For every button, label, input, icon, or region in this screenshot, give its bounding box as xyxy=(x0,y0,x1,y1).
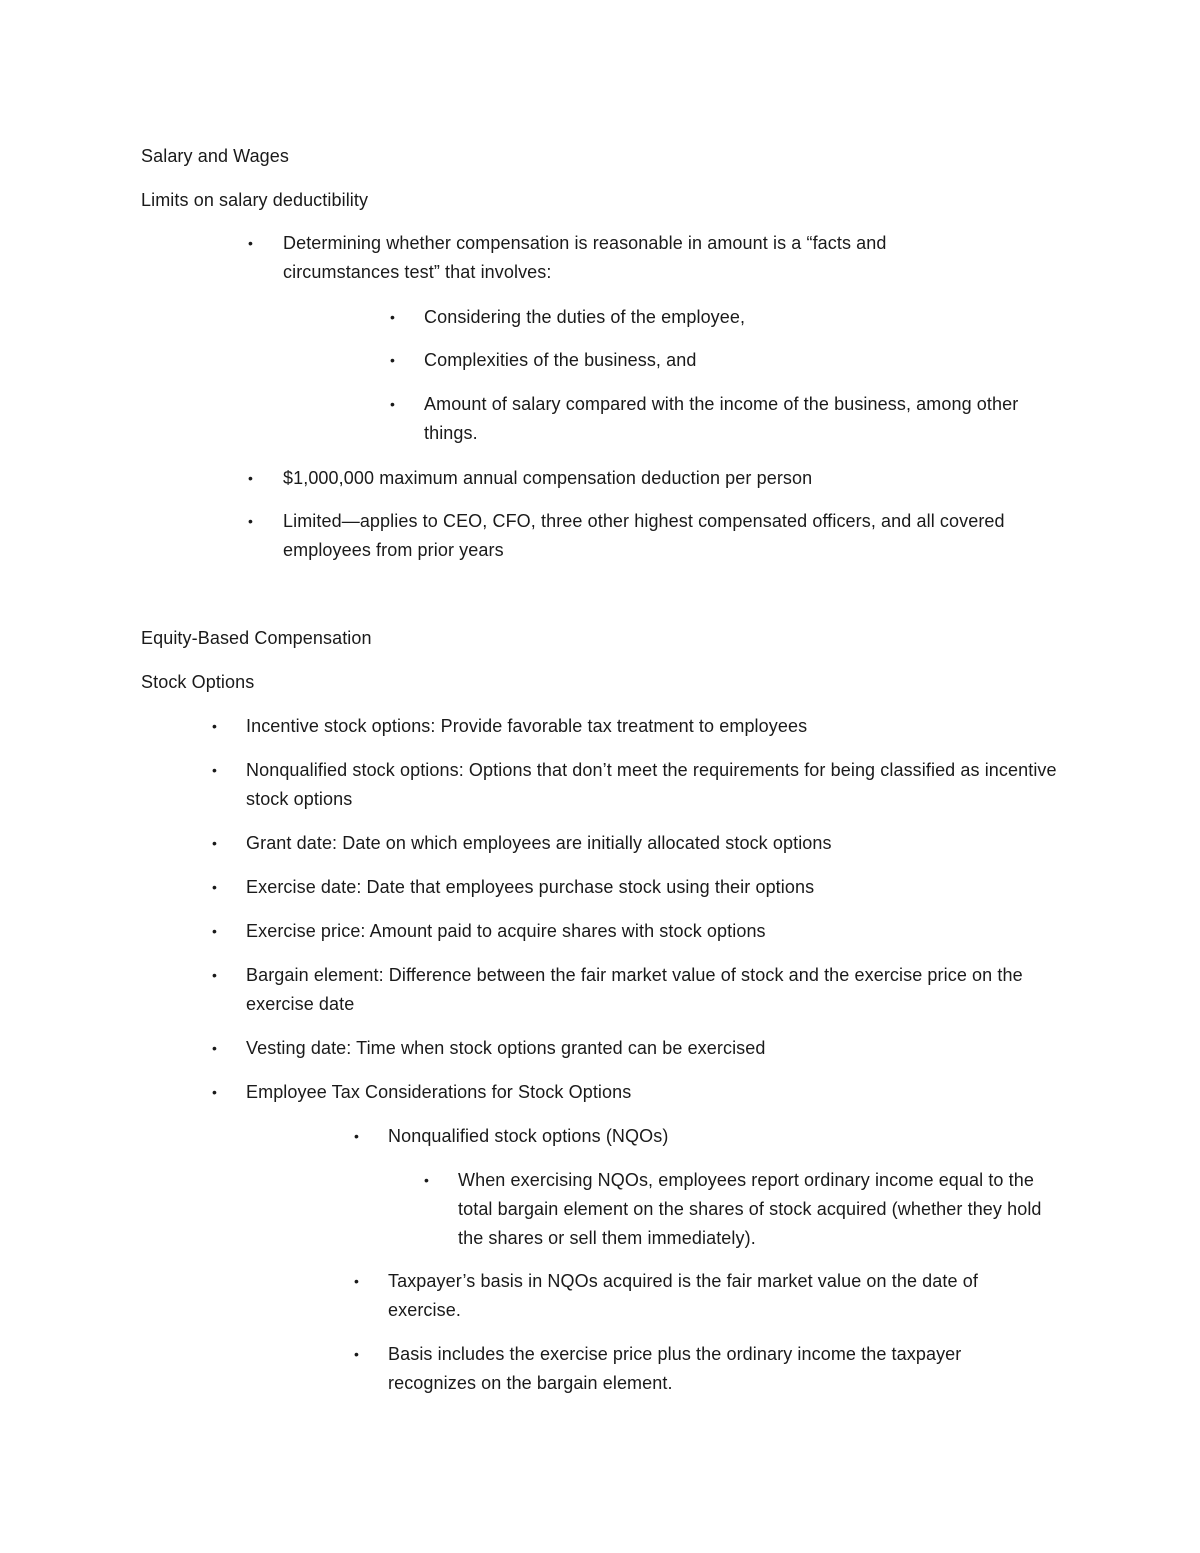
bullet xyxy=(354,1122,359,1151)
bullet xyxy=(424,1166,429,1195)
subheading-stock-options: Stock Options xyxy=(141,672,255,692)
bullet xyxy=(212,873,217,902)
list-item: When exercising NQOs, employees report ordinary income equal to the total bargain element on the shares of stock acquired (whether they hold the shares or sell them immediately). xyxy=(458,1170,1042,1248)
bullet xyxy=(212,1078,217,1107)
bullet xyxy=(212,917,217,946)
bullet xyxy=(354,1267,359,1296)
bullet xyxy=(248,464,253,493)
list-item: Exercise price: Amount paid to acquire shares with stock options xyxy=(246,921,766,941)
bullet xyxy=(212,829,217,858)
list-item: Considering the duties of the employee, xyxy=(424,307,746,327)
list-item: Grant date: Date on which employees are initially allocated stock options xyxy=(246,833,832,853)
bullet xyxy=(212,712,217,741)
bullet xyxy=(212,961,217,990)
bullet xyxy=(212,1034,217,1063)
list-item: Employee Tax Considerations for Stock Options xyxy=(246,1082,632,1102)
list-item: Taxpayer’s basis in NQOs acquired is the fair market value on the date of exercise. xyxy=(388,1271,978,1320)
bullet xyxy=(248,507,253,536)
list-item: Vesting date: Time when stock options granted can be exercised xyxy=(246,1038,766,1058)
list-item: Limited—applies to CEO, CFO, three other highest compensated officers, and all covered employees from prior years xyxy=(283,511,1005,560)
list-item: Basis includes the exercise price plus the ordinary income the taxpayer recognizes on the bargain element. xyxy=(388,1344,962,1393)
list-item: Complexities of the business, and xyxy=(424,350,697,370)
bullet xyxy=(390,390,395,419)
bullet xyxy=(390,303,395,332)
bullet xyxy=(390,346,395,375)
subheading-salary-limits: Limits on salary deductibility xyxy=(141,190,369,210)
section-heading-salary: Salary and Wages xyxy=(141,146,290,166)
list-item: Nonqualified stock options (NQOs) xyxy=(388,1126,669,1146)
list-item: Bargain element: Difference between the fair market value of stock and the exercise price on the exercise date xyxy=(246,965,1023,1014)
list-item: Nonqualified stock options: Options that don’t meet the requirements for being classified as incentive stock options xyxy=(246,760,1057,809)
bullet xyxy=(212,756,217,785)
bullet xyxy=(248,229,253,258)
list-item: Determining whether compensation is reasonable in amount is a “facts and circumstances test” that involves: xyxy=(283,233,887,282)
list-item: $1,000,000 maximum annual compensation deduction per person xyxy=(283,468,813,488)
list-item: Amount of salary compared with the income of the business, among other things. xyxy=(424,394,1019,443)
section-heading-equity: Equity-Based Compensation xyxy=(141,628,372,648)
list-item: Incentive stock options: Provide favorable tax treatment to employees xyxy=(246,716,808,736)
bullet xyxy=(354,1340,359,1369)
list-item: Exercise date: Date that employees purchase stock using their options xyxy=(246,877,815,897)
